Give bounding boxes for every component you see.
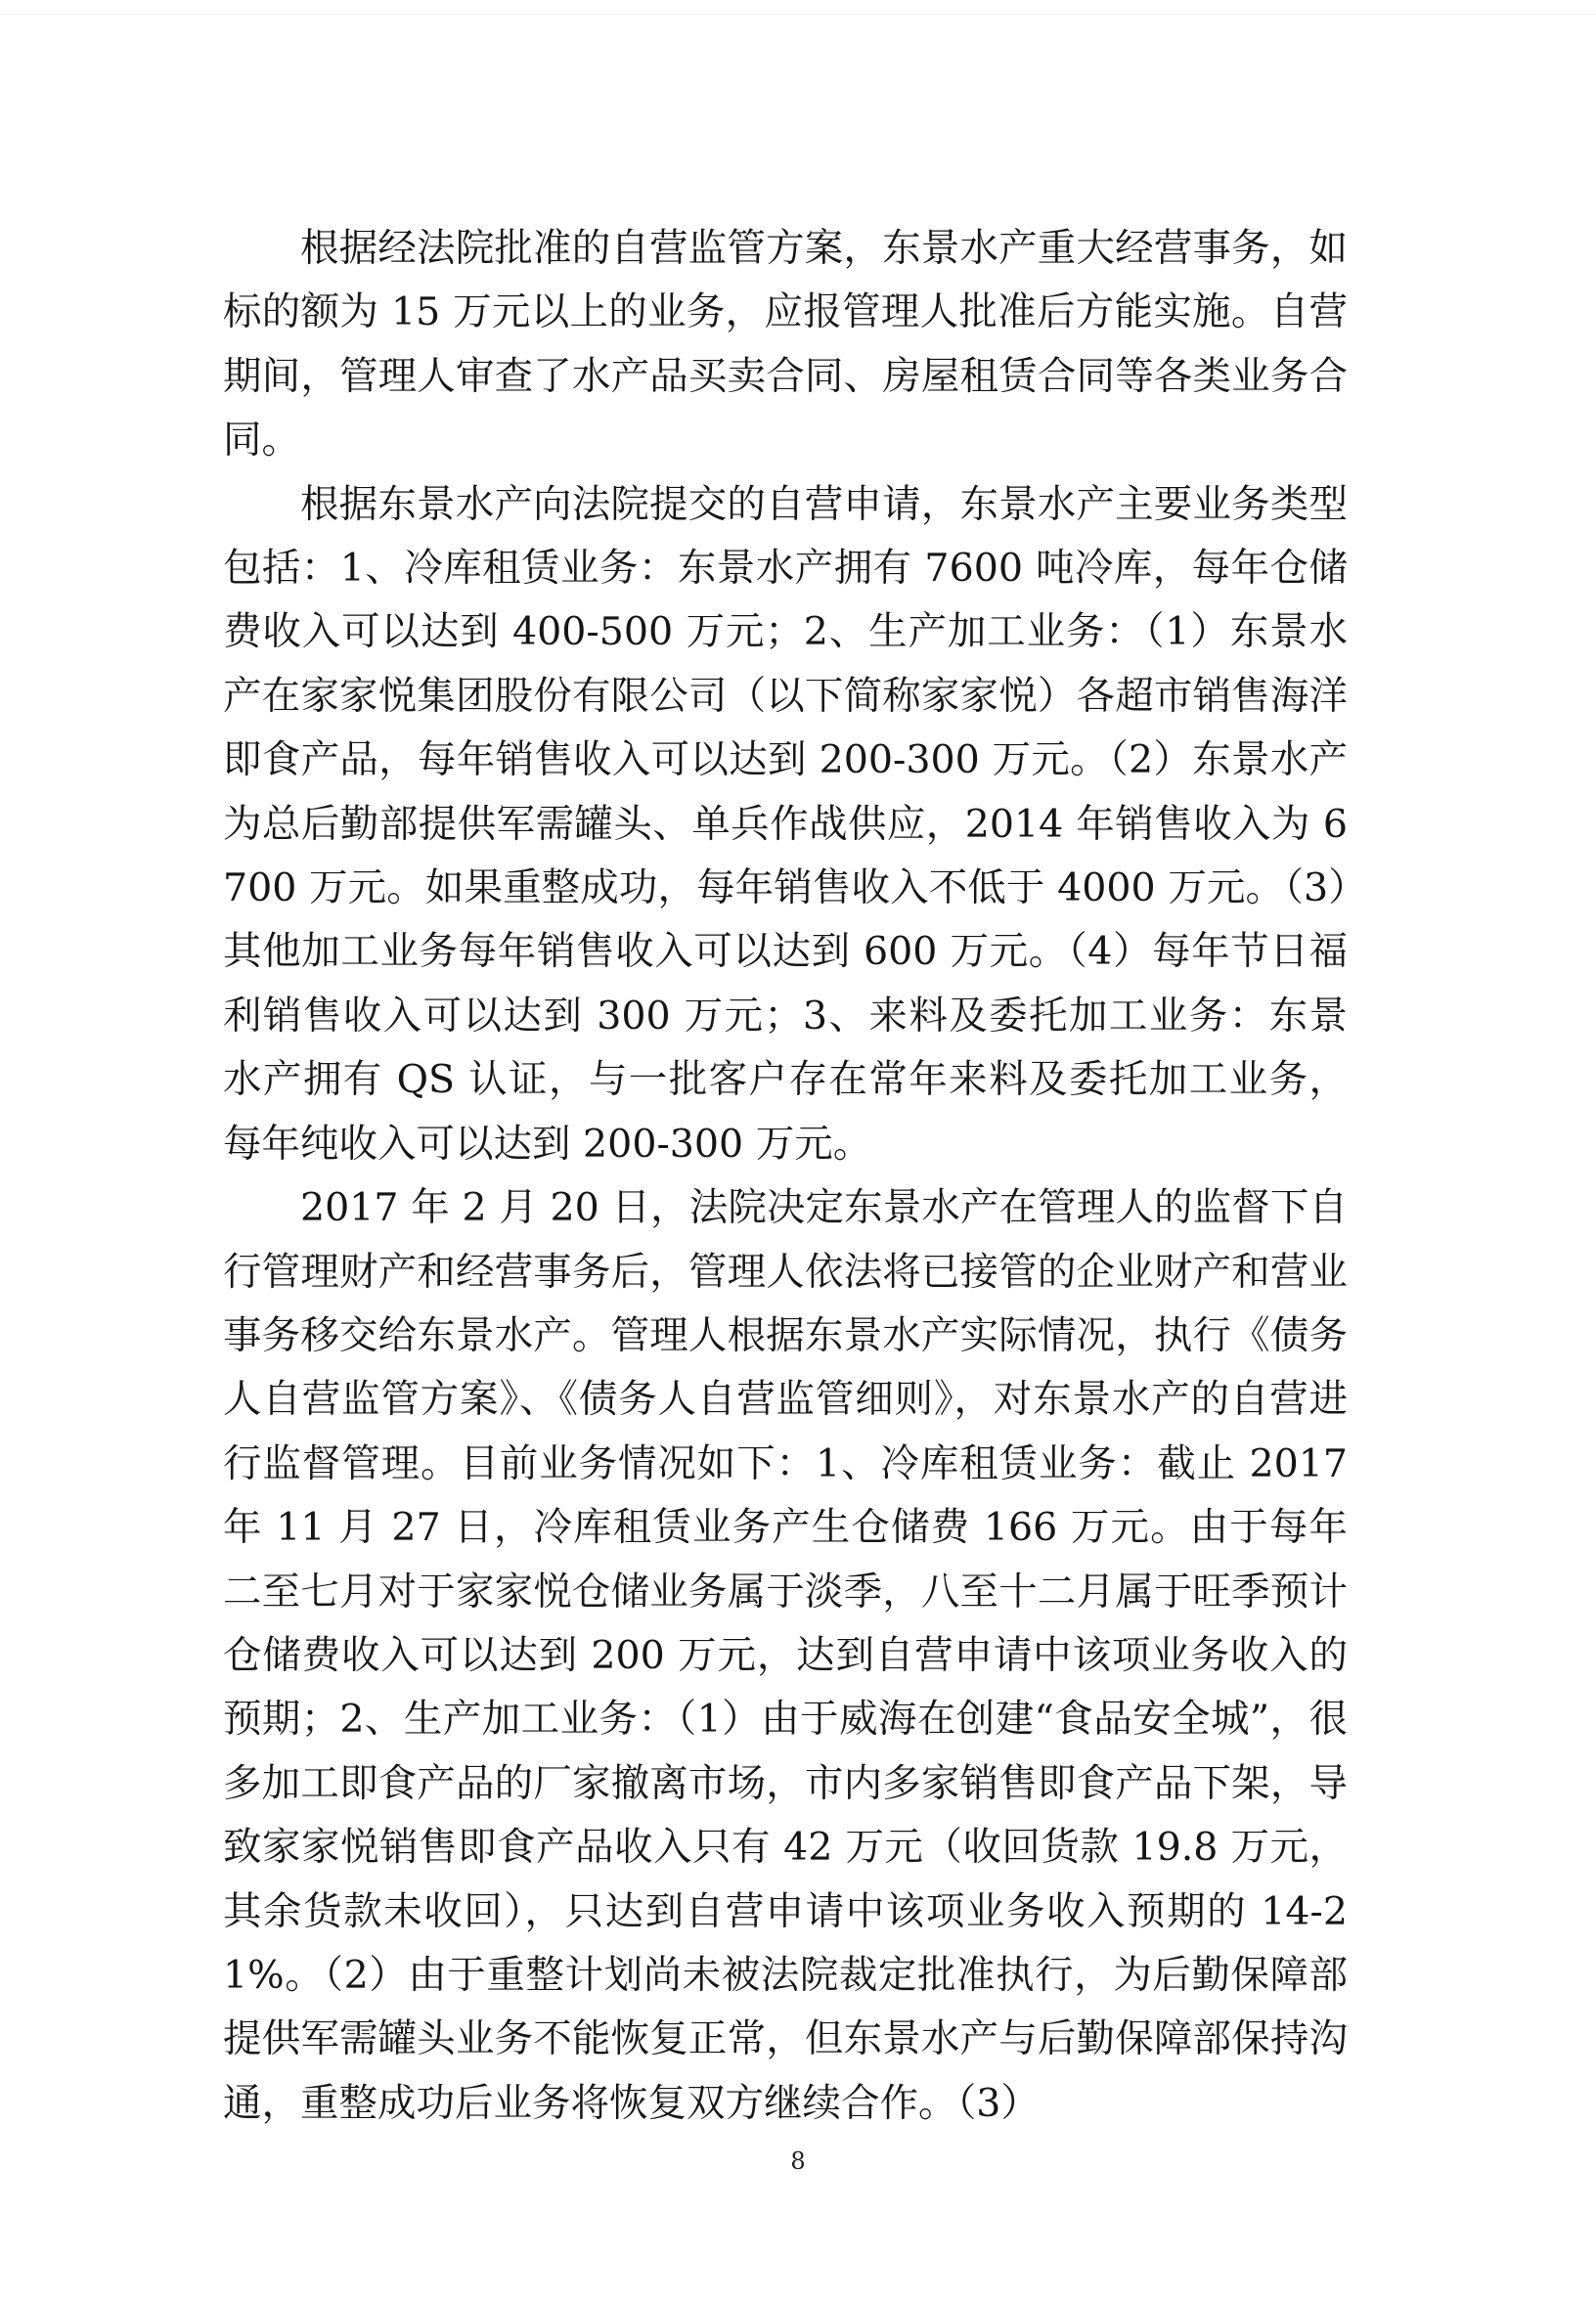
paragraph-business-types: 根据东景水产向法院提交的自营申请，东景水产主要业务类型包括：1、冷库租赁业务：东景水产拥有 7600 吨冷库，每年仓储费收入可以达到 400-500 万元；2、生产加工业务：（1）东景水产在家家悦集团股份有限公司（以下简称家家悦）各超市销售海洋即食产品，每年销售收入可以达到 200-300 万元。（2）东景水产为总后勤部提供军需罐头、单兵作战供应，2014 年销售收入为 6700 万元。如果重整成功，每年销售收入不低于 4000 万元。（3）其他加工业务每年销售收入可以达到 600 万元。（4）每年节日福利销售收入可以达到 300 万元；3、来料及委托加工业务：东景水产拥有 QS 认证，与一批客户存在常年来料及委托加工业务，每年纯收入可以达到 200-300 万元。 — [223, 481, 1348, 1167]
body-text — [223, 217, 1348, 2136]
paragraph-current-status: 2017 年 2 月 20 日，法院决定东景水产在管理人的监督下自行管理财产和经营事务后，管理人依法将已接管的企业财产和营业事务移交给东景水产。管理人根据东景水产实际情况，执行《债务人自营监管方案》、《债务人自营监管细则》，对东景水产的自营进行监督管理。目前业务情况如下：1、冷库租赁业务：截止 2017 年 11 月 27 日，冷库租赁业务产生仓储费 166 万元。由于每年二至七月对于家家悦仓储业务属于淡季，八至十二月属于旺季预计仓储费收入可以达到 200 万元，达到自营申请中该项业务收入的预期；2、生产加工业务：（1）由于威海在创建“食品安全城”，很多加工即食产品的厂家撤离市场，市内多家销售即食产品下架，导致家家悦销售即食产品收入只有 42 万元（收回货款 19.8 万元，其余货款未收回），只达到自营申请中该项业务收入预期的 14-21%。（2）由于重整计划尚未被法院裁定批准执行，为后勤保障部提供军需罐头业务不能恢复正常，但东景水产与后勤保障部保持沟通，重整成功后业务将恢复双方继续合作。（3） — [223, 1185, 1348, 2126]
paragraph-supervision-plan: 根据经法院批准的自营监管方案，东景水产重大经营事务，如标的额为 15 万元以上的业务，应报管理人批准后方能实施。自营期间，管理人审查了水产品买卖合同、房屋租赁合同等各类业务合同。 — [223, 226, 1348, 464]
scan-edge-line — [0, 14, 1596, 15]
page-number: 8 — [790, 2147, 806, 2175]
